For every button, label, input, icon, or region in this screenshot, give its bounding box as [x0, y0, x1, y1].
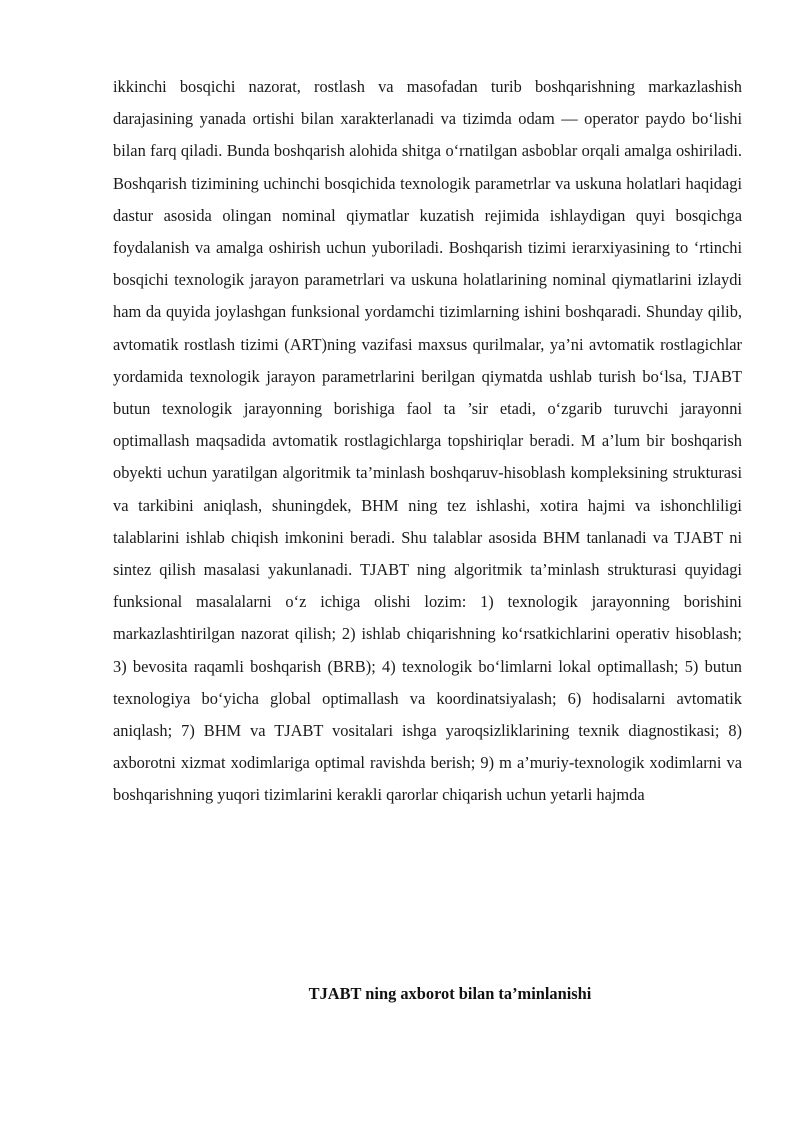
- section-heading: TJABT ning axborot bilan ta’minlanishi: [308, 984, 592, 1003]
- body-paragraph: ikkinchi bosqichi nazorat, rostlash va masofadan turib boshqarishning markazlashish darajasining yanada ortishi bilan xarakterlanadi va tizimda odam — operator paydo bo‘lishi bilan farq qiladi. Bunda boshqarish alohida shitga o‘rnatilgan asboblar orqali amalga oshiriladi. Boshqarish tizimining uchinchi bosqichida texnologik parametrlar va uskuna holatlari haqidagi dastur asosida olingan nominal qiymatlar kuzatish rejimida ishlaydigan quyi bosqichga foydalanish va amalga oshirish uchun yuboriladi. Boshqarish tizimi ierarxiyasining to ‘rtinchi bosqichi texnologik jarayon parametrlari va uskuna holatlarining nominal qiymatlarini izlaydi ham da quyida joylashgan funksional yordamchi tizimlarning ishini boshqaradi. Shunday qilib, avtomatik rostlash tizimi (ART)ning vazifasi maxsus qurilmalar, ya’ni avtomatik rostlagichlar yordamida texnologik jarayon parametrlarini berilgan qiymatda ushlab turish bo‘lsa, TJABT butun texnologik jarayonning borishiga faol ta ’sir etadi, o‘zgarib turuvchi jarayonni optimallash maqsadida avtomatik rostlagichlarga topshiriqlar beradi. M a’lum bir boshqarish obyekti uchun yaratilgan algoritmik ta’minlash boshqaruv-hisoblash kompleksining strukturasi va tarkibini aniqlash, shuningdek, BHM ning tez ishlashi, xotira hajmi va ishonchliligi talablarini ishlab chiqish imkonini beradi. Shu talablar asosida BHM tanlanadi va TJABT ni sintez qilish masalasi yakunlanadi. TJABT ning algoritmik ta’minlash strukturasi quyidagi funksional masalalarni o‘z ichiga olishi lozim: 1) texnologik jarayonning borishini markazlashtirilgan nazorat qilish; 2) ishlab chiqarishning ko‘rsatkichlarini operativ hisoblash; 3) bevosita raqamli boshqarish (BRB); 4) texnologik bo‘limlarni lokal optimallash; 5) butun texnologiya bo‘yicha global optimallash va koordinatsiyalash; 6) hodisalarni avtomatik aniqlash; 7) BHM va TJABT vositalari ishga yaroqsizliklarining texnik diagnostikasi; 8) axborotni xizmat xodimlariga optimal ravishda berish; 9) m a’muriy-texnologik xodimlarni va boshqarishning yuqori tizimlarini kerakli qarorlar chiqarish uchun yetarli hajmda: [113, 77, 742, 805]
